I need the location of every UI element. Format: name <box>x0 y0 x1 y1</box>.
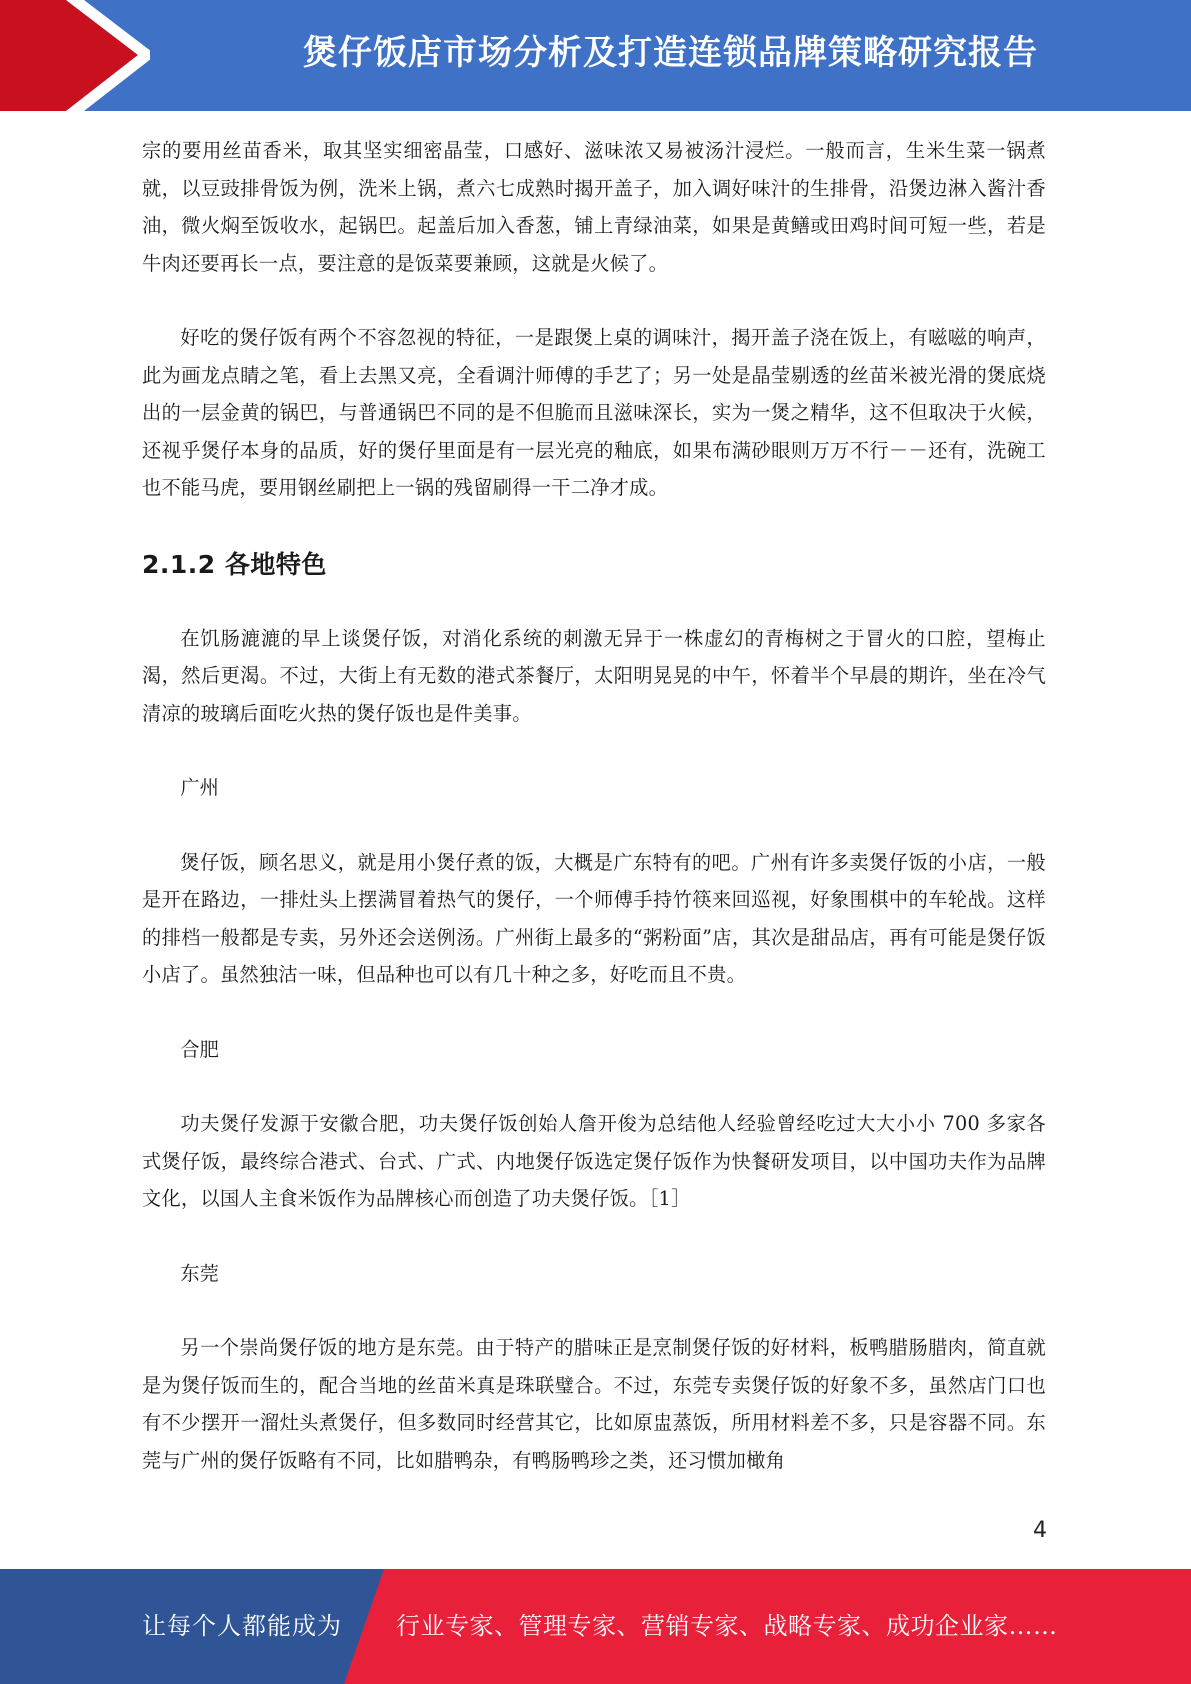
paragraph: 宗的要用丝苗香米，取其坚实细密晶莹，口感好、滋味浓又易被汤汁浸烂。一般而言，生米生菜一锅煮就，以豆豉排骨饭为例，洗米上锅，煮六七成熟时揭开盖子，加入调好味汁的生排骨，沿煲边淋入酱汁香油，微火焖至饭收水，起锅巴。起盖后加入香葱，铺上青绿油菜，如果是黄鳝或田鸡时间可短一些，若是牛肉还要再长一点，要注意的是饭菜要兼顾，这就是火候了。 <box>142 139 1046 275</box>
subheading-dongguan: 东莞 <box>180 1261 219 1285</box>
paragraph: 功夫煲仔发源于安徽合肥，功夫煲仔饭创始人詹开俊为总结他人经验曾经吃过大大小小 700 多家各式煲仔饭，最终综合港式、台式、广式、内地煲仔饭选定煲仔饭作为快餐研发项目，以中国功夫作为品牌文化，以国人主食米饭作为品牌核心而创造了功夫煲仔饭。［1］ <box>142 1112 1046 1210</box>
section-heading: 2.1.2 各地特色 <box>142 549 327 579</box>
page-number: 4 <box>1033 1518 1047 1543</box>
document-body <box>142 132 1046 1479</box>
header-arrow-decoration <box>0 0 150 111</box>
paragraph: 煲仔饭，顾名思义，就是用小煲仔煮的饭，大概是广东特有的吧。广州有许多卖煲仔饭的小店，一般是开在路边，一排灶头上摆满冒着热气的煲仔，一个师傅手持竹筷来回巡视，好象围棋中的车轮战。这样的排档一般都是专卖，另外还会送例汤。广州街上最多的“粥粉面”店，其次是甜品店，再有可能是煲仔饭小店了。虽然独沽一味，但品种也可以有几十种之多，好吃而且不贵。 <box>142 850 1046 986</box>
paragraph: 好吃的煲仔饭有两个不容忽视的特征，一是跟煲上桌的调味汁，揭开盖子浇在饭上，有嗞嗞的响声，此为画龙点睛之笔，看上去黑又亮，全看调汁师傅的手艺了；另一处是晶莹剔透的丝苗米被光滑的煲底烧出的一层金黄的锅巴，与普通锅巴不同的是不但脆而且滋味深长，实为一煲之精华，这不但取决于火候，还视乎煲仔本身的品质，好的煲仔里面是有一层光亮的釉底，如果布满砂眼则万万不行－－还有，洗碗工也不能马虎，要用钢丝刷把上一锅的残留刷得一干二净才成。 <box>142 326 1046 499</box>
footer-slogan-right: 行业专家、管理专家、营销专家、战略专家、成功企业家…… <box>396 1612 1058 1640</box>
subheading-guangzhou: 广州 <box>180 776 219 799</box>
page-header <box>0 0 1191 111</box>
paragraph: 在饥肠漉漉的早上谈煲仔饭，对消化系统的刺激无异于一株虚幻的青梅树之于冒火的口腔，望梅止渴，然后更渴。不过，大街上有无数的港式茶餐厅，太阳明晃晃的中午，怀着半个早晨的期许，坐在冷气清凉的玻璃后面吃火热的煲仔饭也是件美事。 <box>142 626 1046 725</box>
paragraph: 另一个崇尚煲仔饭的地方是东莞。由于特产的腊味正是烹制煲仔饭的好材料，板鸭腊肠腊肉，简直就是为煲仔饭而生的，配合当地的丝苗米真是珠联璧合。不过，东莞专卖煲仔饭的好象不多，虽然店门口也有不少摆开一溜灶头煮煲仔，但多数同时经营其它，比如原盅蒸饭，所用材料差不多，只是容器不同。东莞与广州的煲仔饭略有不同，比如腊鸭杂，有鸭肠鸭珍之类，还习惯加橄角 <box>142 1336 1046 1472</box>
page-footer <box>0 1569 1191 1684</box>
report-title: 煲仔饭店市场分析及打造连锁品牌策略研究报告 <box>303 33 1038 73</box>
subheading-hefei: 合肥 <box>180 1037 219 1061</box>
footer-slogan-left: 让每个人都能成为 <box>142 1612 342 1640</box>
